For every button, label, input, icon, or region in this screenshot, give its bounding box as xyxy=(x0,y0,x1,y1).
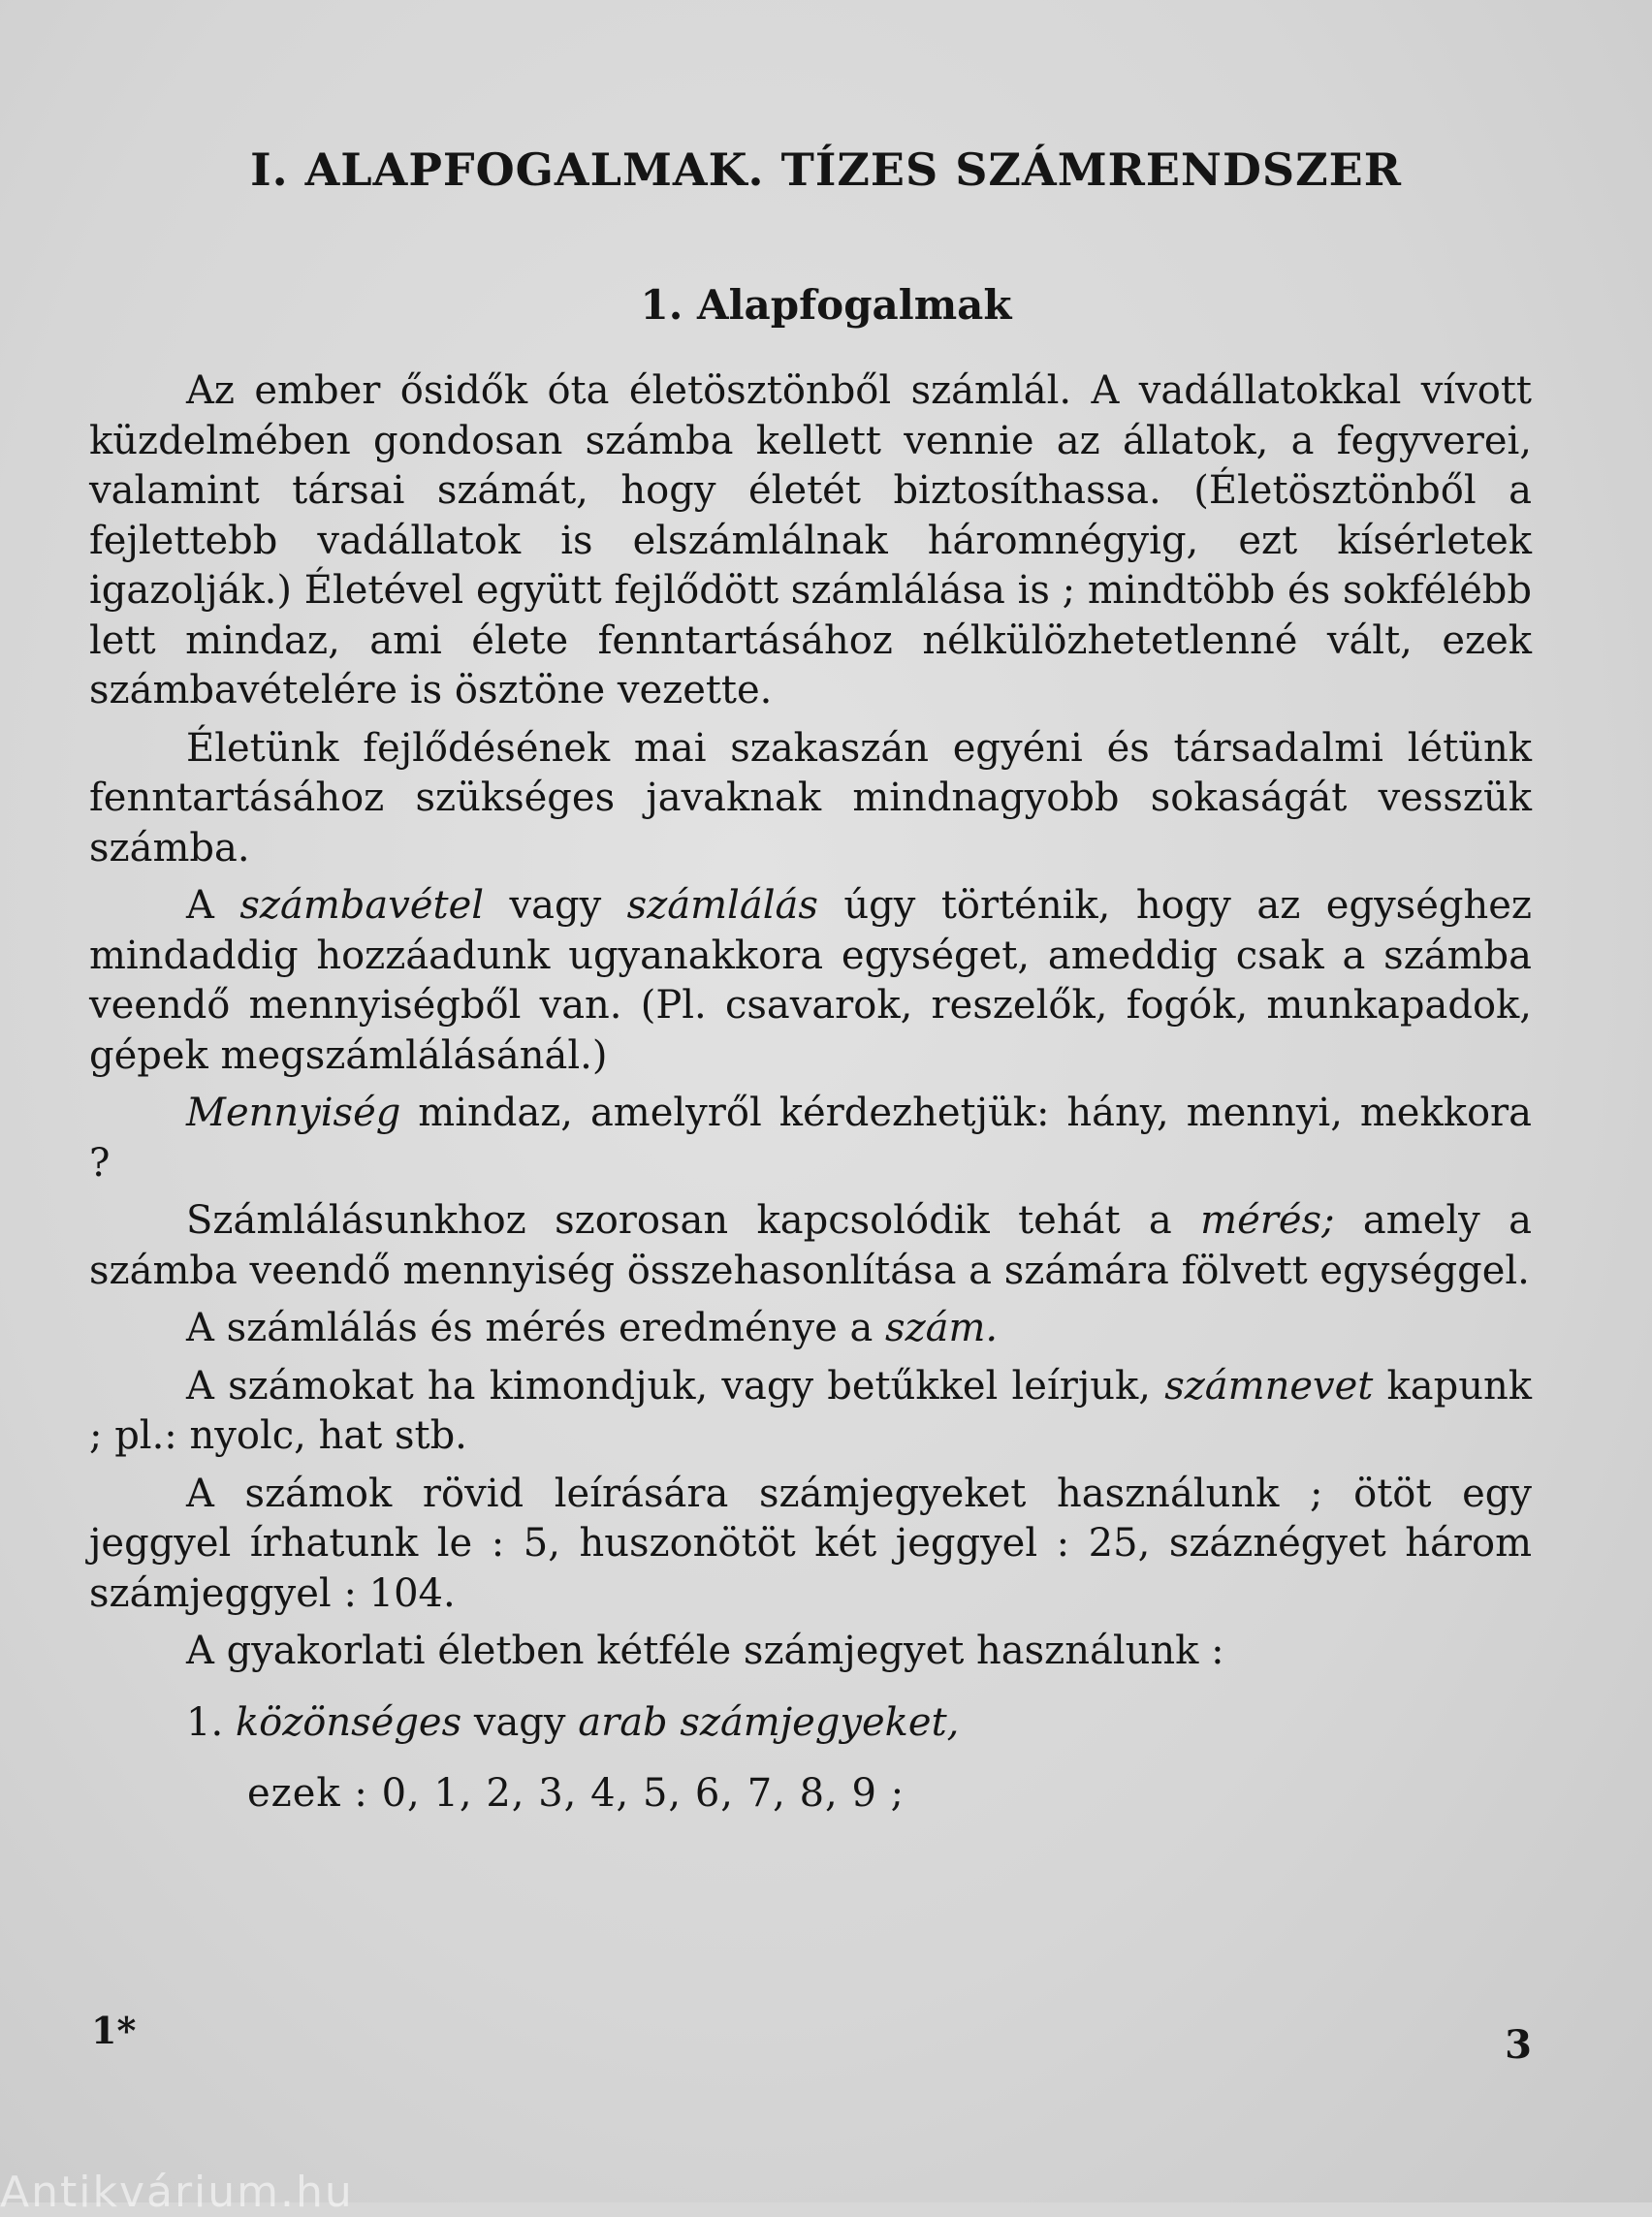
text: mindaz, amelyről kérdezhetjük: hány, mennyi, mekkora ? xyxy=(89,1091,1532,1186)
text: kapunk ; pl.: nyolc, hat stb. xyxy=(89,1363,1532,1458)
term-mennyiseg: Mennyiség xyxy=(186,1091,401,1135)
section-title: 1. Alapfogalmak xyxy=(640,281,1012,329)
term-szamnevet: számnevet xyxy=(1164,1363,1374,1409)
text: vagy xyxy=(461,1699,579,1745)
paragraph-5 xyxy=(89,1196,1532,1296)
text: amely a számba veendő mennyiség összehasonlítása a számára fölvett egységgel. xyxy=(89,1198,1532,1293)
digits-line: ezek : 0, 1, 2, 3, 4, 5, 6, 7, 8, 9 ; xyxy=(247,1771,905,1816)
term-arab-szamjegyek: arab számjegyeket, xyxy=(578,1699,960,1745)
paragraph-3 xyxy=(89,881,1532,1081)
chapter-title: I. ALAPFOGALMAK. TÍZES SZÁMRENDSZER xyxy=(250,143,1402,196)
term-szam: szám. xyxy=(885,1306,999,1350)
term-kozonseges: közönséges xyxy=(235,1699,462,1745)
list-item-1 xyxy=(186,1698,1532,1749)
paragraph-8: A számok rövid leírására számjegyeket használunk ; ötöt egy jeggyel írhatunk le : 5, huszonötöt két jeggyel : 25, száznégyet három számjeggyel : 104. xyxy=(89,1471,1532,1616)
text: A számokat ha kimondjuk, vagy betűkkel leírjuk, xyxy=(186,1363,1165,1409)
body-text xyxy=(89,366,1532,1820)
list-number: 1. xyxy=(186,1699,224,1745)
text: A xyxy=(186,883,240,928)
term-meres: mérés; xyxy=(1200,1198,1335,1243)
paragraph-9: A gyakorlati életben kétféle számjegyet használunk : xyxy=(186,1629,1224,1673)
watermark: Antikvárium.hu xyxy=(0,2168,354,2217)
text: Számlálásunkhoz szorosan kapcsolódik tehát a xyxy=(186,1198,1201,1243)
term-szambavetel: számbavétel xyxy=(239,883,485,928)
paragraph-1: Az ember ősidők óta életösztönből számlál. A vadállatokkal vívott küzdelmében gondosan számba kellett vennie az állatok, a fegyverei, valamint társai számát, hogy életét biztosíthassa. (Életösztönből a fejlettebb vadállatok is elszámlálnak háromnégyig, ezt kísérletek igazolják.) Életével együtt fejlődött számlálása is ; mindtöbb és sokfélébb lett mindaz, ami élete fenntartásához nélkülözhetetlenné vált, ezek számbavételére is ösztöne vezette. xyxy=(89,368,1532,713)
page-number: 3 xyxy=(1505,2022,1532,2068)
text: vagy xyxy=(484,883,627,928)
text: úgy történik, hogy az egységhez mindaddig hozzáadunk ugyanakkora egységet, ameddig csak a számba veendő mennyiségből van. (Pl. csavarok, reszelők, fogók, munkapadok, gépek megszámlálásánál.) xyxy=(89,883,1532,1078)
signature-mark: 1* xyxy=(91,2009,137,2052)
paragraph-2: Életünk fejlődésének mai szakaszán egyéni és társadalmi létünk fenntartásához szükséges javaknak mindnagyobb sokaságát vesszük számba. xyxy=(89,725,1532,871)
term-szamlalas: számlálás xyxy=(626,883,818,928)
paragraph-4 xyxy=(89,1089,1532,1188)
paragraph-6 xyxy=(89,1304,1532,1354)
paragraph-7 xyxy=(89,1362,1532,1462)
text: A számlálás és mérés eredménye a xyxy=(186,1306,886,1350)
